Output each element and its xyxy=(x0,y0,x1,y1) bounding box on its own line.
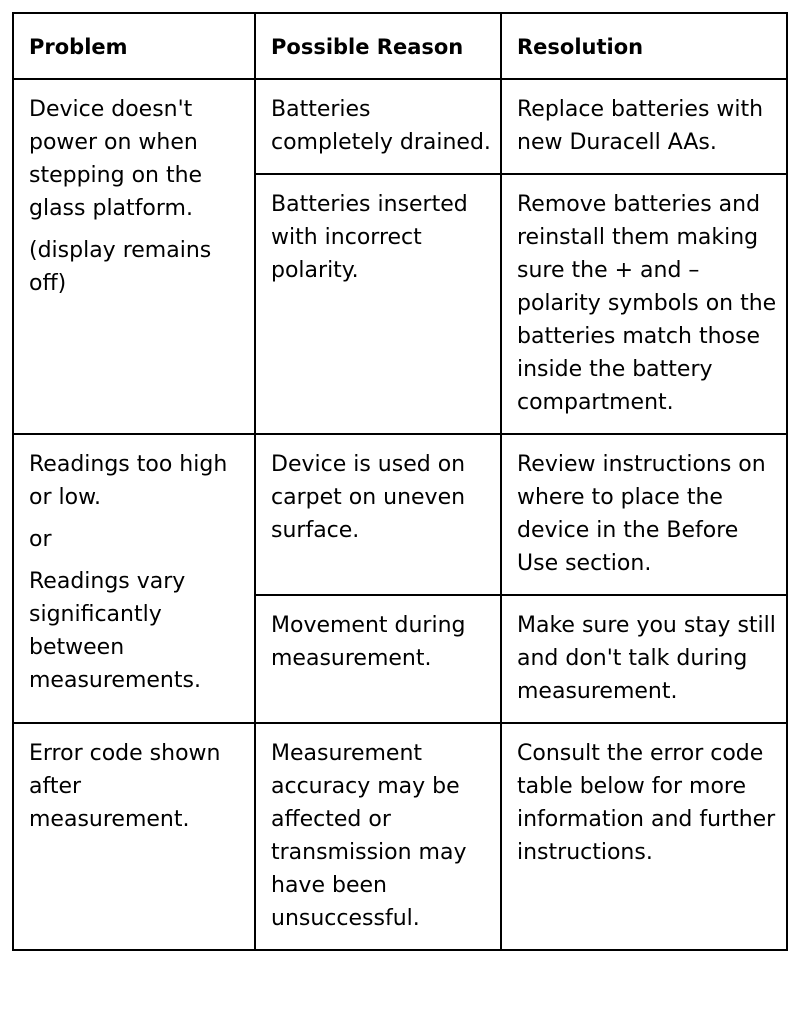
troubleshooting-table xyxy=(12,12,788,951)
problem-text: Device doesn't power on when stepping on the glass platform. xyxy=(29,97,203,221)
problem-text: Readings too high or low. xyxy=(29,452,228,510)
header-resolution: Resolution xyxy=(501,13,787,79)
header-row xyxy=(13,13,787,79)
problem-text: Readings vary significantly between measurements. xyxy=(29,569,201,693)
resolution-cell: Consult the error code table below for more information and further instructions. xyxy=(501,723,787,950)
resolution-cell: Remove batteries and reinstall them making sure the + and – polarity symbols on the batteries match those inside the battery compartment. xyxy=(501,174,787,434)
header-possible-reason: Possible Reason xyxy=(255,13,501,79)
problem-text: Error code shown after measurement. xyxy=(29,741,221,832)
problem-text: (display remains off) xyxy=(29,238,212,296)
resolution-cell: Review instructions on where to place the device in the Before Use section. xyxy=(501,434,787,595)
problem-text: or xyxy=(29,527,52,552)
reason-cell: Measurement accuracy may be affected or transmission may have been unsuccessful. xyxy=(255,723,501,950)
reason-cell: Batteries inserted with incorrect polarity. xyxy=(255,174,501,434)
problem-cell xyxy=(13,723,255,950)
resolution-cell: Replace batteries with new Duracell AAs. xyxy=(501,79,787,174)
reason-cell: Device is used on carpet on uneven surface. xyxy=(255,434,501,595)
table-row xyxy=(13,79,787,174)
table-row xyxy=(13,434,787,595)
resolution-cell: Make sure you stay still and don't talk during measurement. xyxy=(501,595,787,723)
header-problem: Problem xyxy=(13,13,255,79)
reason-cell: Batteries completely drained. xyxy=(255,79,501,174)
table-row xyxy=(13,723,787,950)
reason-cell: Movement during measurement. xyxy=(255,595,501,723)
problem-cell xyxy=(13,79,255,434)
problem-cell xyxy=(13,434,255,723)
